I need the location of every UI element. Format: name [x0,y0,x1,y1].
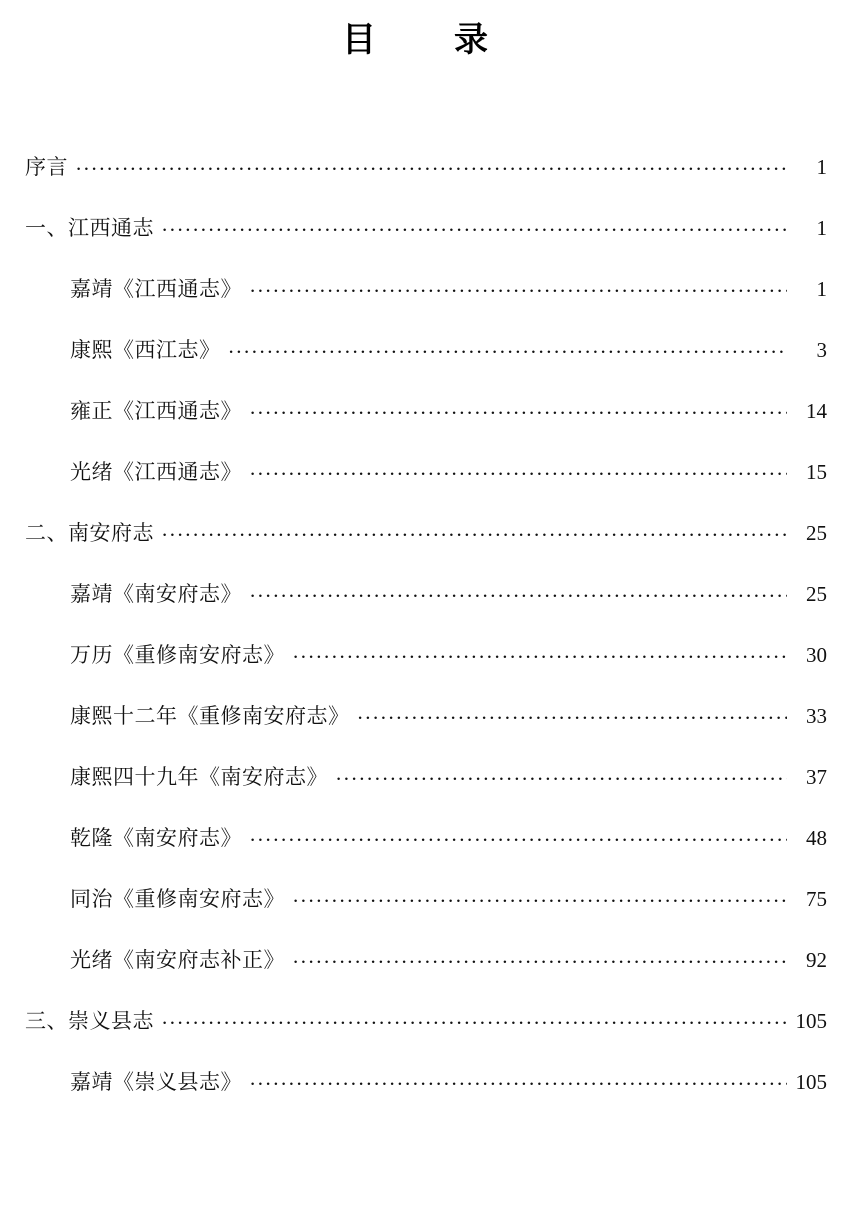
toc-entry[interactable] [0,824,852,849]
toc-entry-label: 光绪《江西通志》 [70,460,242,484]
toc-entry-page-number: 1 [816,216,827,240]
toc-entry-label: 乾隆《南安府志》 [70,826,242,850]
toc-entry-page-number: 105 [795,1009,827,1033]
toc-entry-label: 序言 [25,155,68,179]
toc-entry-page-number: 1 [816,155,827,179]
toc-entry-page-number: 75 [806,887,827,911]
toc-leader-dots [336,763,787,784]
toc-leader-dots [250,458,787,479]
toc-entry-label: 嘉靖《江西通志》 [70,277,242,301]
toc-leader-dots [250,1068,787,1089]
toc-leader-dots [250,397,787,418]
toc-entry[interactable] [0,1068,852,1093]
toc-leader-dots [293,885,787,906]
toc-entry-label: 一、江西通志 [25,216,154,240]
toc-entry-label: 三、崇义县志 [25,1009,154,1033]
toc-entry-label: 嘉靖《崇义县志》 [70,1070,242,1094]
toc-entry-page-number: 14 [806,399,827,423]
toc-entry-page-number: 25 [806,521,827,545]
toc-entry-label: 康熙四十九年《南安府志》 [70,765,328,789]
toc-entry[interactable] [0,1007,852,1032]
toc-entry-label: 嘉靖《南安府志》 [70,582,242,606]
toc-entry[interactable] [0,519,852,544]
toc-entry-page-number: 105 [795,1070,827,1094]
toc-entry[interactable] [0,580,852,605]
toc-entry[interactable] [0,153,852,178]
toc-entry[interactable] [0,885,852,910]
toc-entry[interactable] [0,946,852,971]
toc-entry-label: 万历《重修南安府志》 [70,643,285,667]
toc-entry-label: 二、南安府志 [25,521,154,545]
toc-entry[interactable] [0,458,852,483]
toc-leader-dots [358,702,788,723]
toc-leader-dots [250,275,787,296]
page-title: 目 录 [342,20,510,60]
toc-entry[interactable] [0,763,852,788]
toc-entry[interactable] [0,336,852,361]
toc-leader-dots [162,1007,787,1028]
table-of-contents [0,153,852,1093]
toc-entry-label: 光绪《南安府志补正》 [70,948,285,972]
toc-entry-label: 同治《重修南安府志》 [70,887,285,911]
toc-entry[interactable] [0,397,852,422]
toc-entry[interactable] [0,641,852,666]
toc-entry-page-number: 15 [806,460,827,484]
toc-entry[interactable] [0,275,852,300]
toc-entry-page-number: 48 [806,826,827,850]
toc-entry-page-number: 3 [816,338,827,362]
toc-entry-page-number: 30 [806,643,827,667]
toc-leader-dots [229,336,788,357]
toc-entry[interactable] [0,702,852,727]
toc-entry-page-number: 33 [806,704,827,728]
toc-entry-page-number: 92 [806,948,827,972]
toc-entry-label: 雍正《江西通志》 [70,399,242,423]
toc-leader-dots [162,214,787,235]
toc-entry-page-number: 37 [806,765,827,789]
toc-entry-label: 康熙十二年《重修南安府志》 [70,704,350,728]
toc-leader-dots [250,580,787,601]
toc-leader-dots [162,519,787,540]
toc-leader-dots [76,153,787,174]
toc-leader-dots [293,946,787,967]
toc-leader-dots [293,641,787,662]
toc-entry-page-number: 1 [816,277,827,301]
toc-leader-dots [250,824,787,845]
toc-entry[interactable] [0,214,852,239]
toc-entry-page-number: 25 [806,582,827,606]
toc-entry-label: 康熙《西江志》 [70,338,221,362]
